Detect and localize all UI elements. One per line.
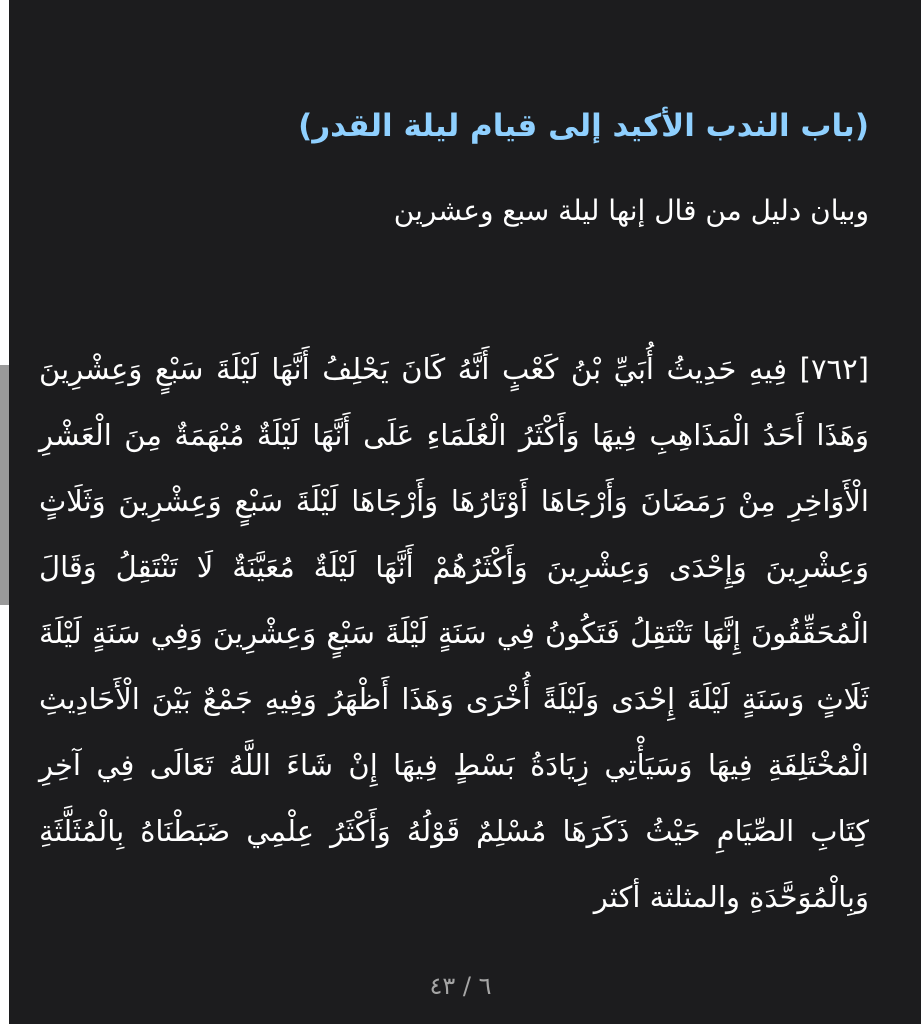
hadith-number: [٧٦٢] bbox=[799, 352, 869, 386]
chapter-subtitle: وبيان دليل من قال إنها ليلة سبع وعشرين bbox=[393, 194, 869, 227]
book-reader-view[interactable] bbox=[9, 0, 921, 1024]
chapter-title: (باب الندب الأكيد إلى قيام ليلة القدر) bbox=[298, 108, 869, 144]
commentary-body: فِيهِ حَدِيثُ أُبَيِّ بْنُ كَعْبٍ أَنَّهُ كَانَ يَحْلِفُ أَنَّهَا لَيْلَةَ سَبْعٍ وَعِشْرِينَ وَهَذَا أَحَدُ الْمَذَاهِبِ فِيهَا وَأَكْثَرُ الْعُلَمَاءِ عَلَى أَنَّهَا لَيْلَةٌ مُبْهَمَةٌ مِنَ الْعَشْرِ الْأَوَاخِرِ مِنْ رَمَضَانَ وَأَرْجَاهَا أَوْتَارُهَا وَأَرْجَاهَا لَيْلَةَ سَبْعٍ وَعِشْرِينَ وَثَلَاثٍ وَعِشْرِينَ وَإِحْدَى وَعِشْرِينَ وَأَكْثَرُهُمْ أَنَّهَا لَيْلَةٌ مُعَيَّنَةٌ لَا تَنْتَقِلُ وَقَالَ الْمُحَقِّقُونَ إِنَّهَا تَنْتَقِلُ فَتَكُونُ فِي سَنَةٍ لَيْلَةَ سَبْعٍ وَعِشْرِينَ وَفِي سَنَةٍ لَيْلَةَ ثَلَاثٍ وَسَنَةٍ لَيْلَةَ إِحْدَى وَلَيْلَةً أُخْرَى وَهَذَا أَظْهَرُ وَفِيهِ جَمْعٌ بَيْنَ الْأَحَادِيثِ الْمُخْتَلِفَةِ فِيهَا وَسَيَأْتِي زِيَادَةُ بَسْطٍ فِيهَا إِنْ شَاءَ اللَّهُ تَعَالَى فِي آخِرِ كِتَابِ الصِّيَامِ حَيْثُ ذَكَرَهَا مُسْلِمٌ قَوْلُهُ وَأَكْثَرُ عِلْمِي ضَبَطْنَاهُ بِالْمُثَلَّثَةِ وَبِالْمُوَحَّدَةِ والمثلثة أكثر bbox=[39, 352, 869, 914]
scroll-indicator[interactable] bbox=[0, 365, 9, 605]
hadith-commentary-text bbox=[39, 336, 869, 930]
page-indicator: ٦ / ٤٣ bbox=[429, 972, 492, 1000]
